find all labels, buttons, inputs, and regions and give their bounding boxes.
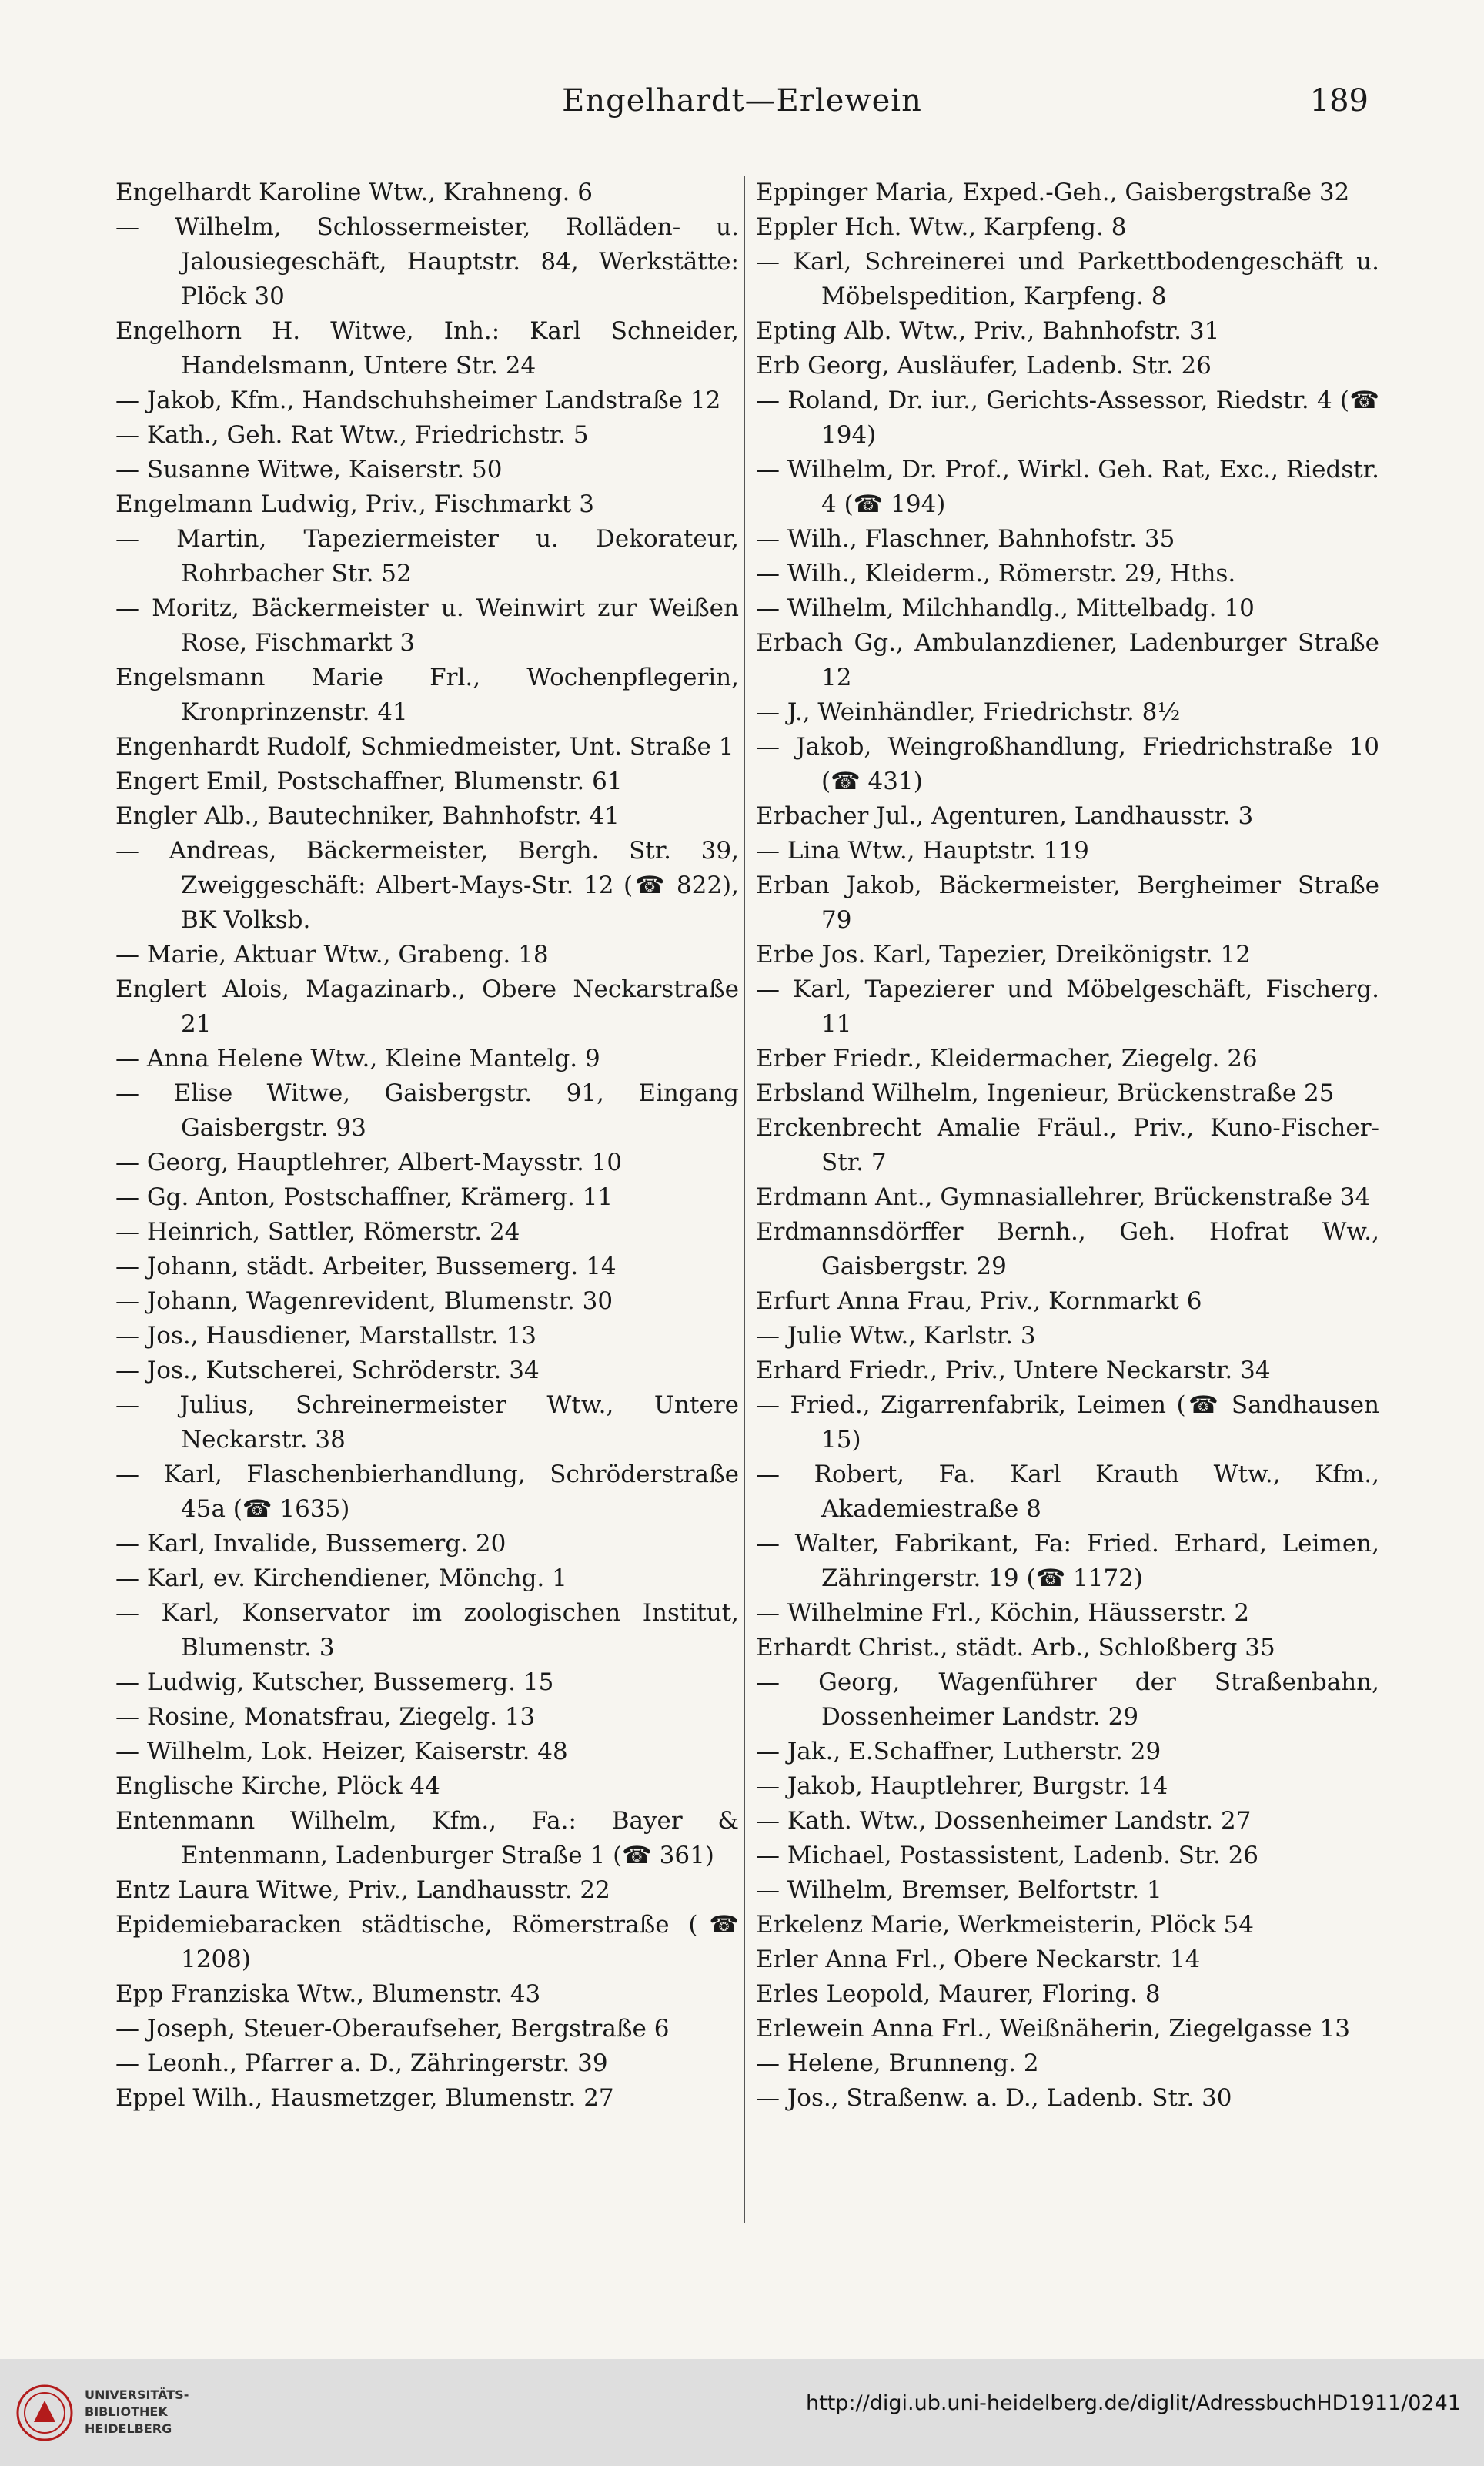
directory-entry: — Fried., Zigarrenfabrik, Leimen (☎ Sandhausen 15) [756, 1391, 1379, 1454]
directory-entry: — Leonh., Pfarrer a. D., Zähringerstr. 39 [115, 2049, 608, 2077]
directory-entry: Erlewein Anna Frl., Weißnäherin, Ziegelgasse 13 [756, 2015, 1350, 2043]
directory-entry: Erdmann Ant., Gymnasiallehrer, Brückenstraße 34 [756, 1183, 1371, 1211]
column-divider [744, 176, 745, 2223]
directory-entry: Erban Jakob, Bäckermeister, Bergheimer Straße 79 [756, 872, 1379, 934]
directory-entry: — Georg, Wagenführer der Straßenbahn, Dossenheimer Landstr. 29 [756, 1668, 1379, 1731]
directory-entry: Erbe Jos. Karl, Tapezier, Dreikönigstr. 12 [756, 941, 1251, 969]
directory-entry: Erbach Gg., Ambulanzdiener, Ladenburger Straße 12 [756, 629, 1379, 691]
library-logo-text [85, 2387, 223, 2438]
directory-entry: Eppler Hch. Wtw., Karpfeng. 8 [756, 213, 1127, 241]
right-column [756, 176, 1379, 2116]
directory-entry: — Karl, Tapezierer und Möbelgeschäft, Fischerg. 11 [756, 975, 1379, 1038]
directory-entry: — Heinrich, Sattler, Römerstr. 24 [115, 1218, 520, 1246]
directory-entry: Entenmann Wilhelm, Kfm., Fa.: Bayer & Entenmann, Ladenburger Straße 1 (☎ 361) [115, 1807, 739, 1869]
directory-entry: Erdmannsdörffer Bernh., Geh. Hofrat Ww., Gaisbergstr. 29 [756, 1218, 1379, 1280]
directory-entry: Erbacher Jul., Agenturen, Landhausstr. 3 [756, 802, 1254, 830]
directory-entry: — Gg. Anton, Postschaffner, Krämerg. 11 [115, 1183, 613, 1211]
directory-entry: — Kath., Geh. Rat Wtw., Friedrichstr. 5 [115, 421, 589, 449]
directory-entry: Engert Emil, Postschaffner, Blumenstr. 61 [115, 768, 623, 795]
directory-entry: — Wilhelm, Milchhandlg., Mittelbadg. 10 [756, 594, 1255, 622]
directory-entry: Eppel Wilh., Hausmetzger, Blumenstr. 27 [115, 2084, 614, 2112]
directory-entry: — Martin, Tapeziermeister u. Dekorateur, Rohrbacher Str. 52 [115, 525, 739, 587]
running-head [115, 83, 1369, 137]
directory-entry: — Jos., Kutscherei, Schröderstr. 34 [115, 1357, 540, 1384]
directory-entry: Engelsmann Marie Frl., Wochenpflegerin, Kronprinzenstr. 41 [115, 664, 739, 726]
directory-entry: Epp Franziska Wtw., Blumenstr. 43 [115, 1980, 541, 2008]
logo-line: HEIDELBERG [85, 2421, 172, 2436]
directory-entry: — Karl, Schreinerei und Parkettbodengeschäft u. Möbelspedition, Karpfeng. 8 [756, 248, 1379, 310]
directory-entry: Engelhardt Karoline Wtw., Krahneng. 6 [115, 179, 593, 206]
logo-line: UNIVERSITÄTS- [85, 2387, 189, 2402]
running-title: Engelhardt—Erlewein [562, 83, 922, 119]
directory-entry: Entz Laura Witwe, Priv., Landhausstr. 22 [115, 1876, 610, 1904]
directory-entry: Epidemiebaracken städtische, Römerstraße (☎ 1208) [115, 1911, 739, 1973]
directory-entry: — Georg, Hauptlehrer, Albert-Maysstr. 10 [115, 1149, 623, 1176]
directory-entry: — Karl, Invalide, Bussemerg. 20 [115, 1530, 506, 1558]
directory-entry: — Julius, Schreinermeister Wtw., Untere Neckarstr. 38 [115, 1391, 739, 1454]
directory-entry: — Helene, Brunneng. 2 [756, 2049, 1039, 2077]
directory-entry: — Jakob, Kfm., Handschuhsheimer Landstraße 12 [115, 386, 721, 414]
directory-entry: Erhardt Christ., städt. Arb., Schloßberg 35 [756, 1634, 1275, 1661]
directory-entry: Erler Anna Frl., Obere Neckarstr. 14 [756, 1946, 1201, 1973]
directory-entry: — Robert, Fa. Karl Krauth Wtw., Kfm., Akademiestraße 8 [756, 1461, 1379, 1523]
university-seal-icon [15, 2384, 74, 2442]
directory-entry: Engenhardt Rudolf, Schmiedmeister, Unt. Straße 1 [115, 733, 734, 761]
directory-entry: Erfurt Anna Frau, Priv., Kornmarkt 6 [756, 1287, 1202, 1315]
directory-entry: — Moritz, Bäckermeister u. Weinwirt zur Weißen Rose, Fischmarkt 3 [115, 594, 739, 657]
directory-entry: Englert Alois, Magazinarb., Obere Neckarstraße 21 [115, 975, 739, 1038]
directory-entry: — Jakob, Weingroßhandlung, Friedrichstraße 10 (☎ 431) [756, 733, 1379, 795]
directory-entry: — Ludwig, Kutscher, Bussemerg. 15 [115, 1668, 554, 1696]
directory-entry: — Marie, Aktuar Wtw., Grabeng. 18 [115, 941, 549, 969]
directory-entry: — Wilh., Flaschner, Bahnhofstr. 35 [756, 525, 1175, 553]
directory-entry: — Anna Helene Wtw., Kleine Mantelg. 9 [115, 1045, 600, 1072]
directory-entry: Erles Leopold, Maurer, Floring. 8 [756, 1980, 1161, 2008]
directory-entry: — Karl, Konservator im zoologischen Institut, Blumenstr. 3 [115, 1599, 739, 1661]
directory-entry: — Andreas, Bäckermeister, Bergh. Str. 39, Zweiggeschäft: Albert-Mays-Str. 12 (☎ 822), BK Volksb. [115, 837, 739, 934]
directory-entry: — Johann, städt. Arbeiter, Bussemerg. 14 [115, 1253, 617, 1280]
left-column [115, 176, 739, 2116]
directory-entry: — Jos., Straßenw. a. D., Ladenb. Str. 30 [756, 2084, 1232, 2112]
directory-entry: — Walter, Fabrikant, Fa: Fried. Erhard, Leimen, Zähringerstr. 19 (☎ 1172) [756, 1530, 1379, 1592]
directory-entry: Erhard Friedr., Priv., Untere Neckarstr. 34 [756, 1357, 1271, 1384]
directory-entry: Engler Alb., Bautechniker, Bahnhofstr. 41 [115, 802, 620, 830]
directory-entry: — Rosine, Monatsfrau, Ziegelg. 13 [115, 1703, 536, 1731]
directory-entry: Epting Alb. Wtw., Priv., Bahnhofstr. 31 [756, 317, 1220, 345]
directory-entry: — Jos., Hausdiener, Marstallstr. 13 [115, 1322, 536, 1350]
directory-entry: — Wilhelm, Bremser, Belfortstr. 1 [756, 1876, 1162, 1904]
footer-bar [0, 2359, 1484, 2466]
directory-entry: Erber Friedr., Kleidermacher, Ziegelg. 26 [756, 1045, 1258, 1072]
source-url-link[interactable]: http://digi.ub.uni-heidelberg.de/diglit/AdressbuchHD1911/0241 [806, 2391, 1461, 2415]
directory-entry: — Wilhelmine Frl., Köchin, Häusserstr. 2 [756, 1599, 1250, 1627]
directory-entry: — Wilh., Kleiderm., Römerstr. 29, Hths. [756, 560, 1236, 587]
directory-entry: — Roland, Dr. iur., Gerichts-Assessor, Riedstr. 4 (☎ 194) [756, 386, 1379, 449]
directory-entry: — J., Weinhändler, Friedrichstr. 8½ [756, 698, 1181, 726]
directory-entry: Engelhorn H. Witwe, Inh.: Karl Schneider, Handelsmann, Untere Str. 24 [115, 317, 739, 380]
directory-entry: — Wilhelm, Dr. Prof., Wirkl. Geh. Rat, Exc., Riedstr. 4 (☎ 194) [756, 456, 1379, 518]
directory-entry: — Michael, Postassistent, Ladenb. Str. 26 [756, 1842, 1259, 1869]
directory-entry: — Elise Witwe, Gaisbergstr. 91, Eingang Gaisbergstr. 93 [115, 1079, 739, 1142]
directory-entry: — Wilhelm, Schlossermeister, Rolläden- u. Jalousiegeschäft, Hauptstr. 84, Werkstätte: Plöck 30 [115, 213, 739, 310]
directory-entry: Englische Kirche, Plöck 44 [115, 1772, 440, 1800]
directory-entry: Engelmann Ludwig, Priv., Fischmarkt 3 [115, 490, 594, 518]
directory-entry: — Jakob, Hauptlehrer, Burgstr. 14 [756, 1772, 1168, 1800]
directory-entry: Erb Georg, Ausläufer, Ladenb. Str. 26 [756, 352, 1212, 380]
directory-entry: — Johann, Wagenrevident, Blumenstr. 30 [115, 1287, 613, 1315]
directory-entry: — Lina Wtw., Hauptstr. 119 [756, 837, 1089, 865]
directory-entry: — Jak., E.Schaffner, Lutherstr. 29 [756, 1738, 1161, 1765]
directory-entry: Erckenbrecht Amalie Fräul., Priv., Kuno-Fischer-Str. 7 [756, 1114, 1379, 1176]
directory-entry: Erkelenz Marie, Werkmeisterin, Plöck 54 [756, 1911, 1254, 1939]
directory-entry: — Susanne Witwe, Kaiserstr. 50 [115, 456, 503, 483]
directory-entry: — Kath. Wtw., Dossenheimer Landstr. 27 [756, 1807, 1252, 1835]
directory-entry: — Karl, Flaschenbierhandlung, Schröderstraße 45a (☎ 1635) [115, 1461, 739, 1523]
logo-line: BIBLIOTHEK [85, 2404, 168, 2419]
directory-entry: — Wilhelm, Lok. Heizer, Kaiserstr. 48 [115, 1738, 568, 1765]
directory-entry: — Julie Wtw., Karlstr. 3 [756, 1322, 1036, 1350]
directory-entry: Eppinger Maria, Exped.-Geh., Gaisbergstraße 32 [756, 179, 1350, 206]
page-number: 189 [1309, 83, 1369, 119]
directory-entry: Erbsland Wilhelm, Ingenieur, Brückenstraße 25 [756, 1079, 1335, 1107]
directory-entry: — Karl, ev. Kirchendiener, Mönchg. 1 [115, 1564, 567, 1592]
directory-entry: — Joseph, Steuer-Oberaufseher, Bergstraße 6 [115, 2015, 670, 2043]
